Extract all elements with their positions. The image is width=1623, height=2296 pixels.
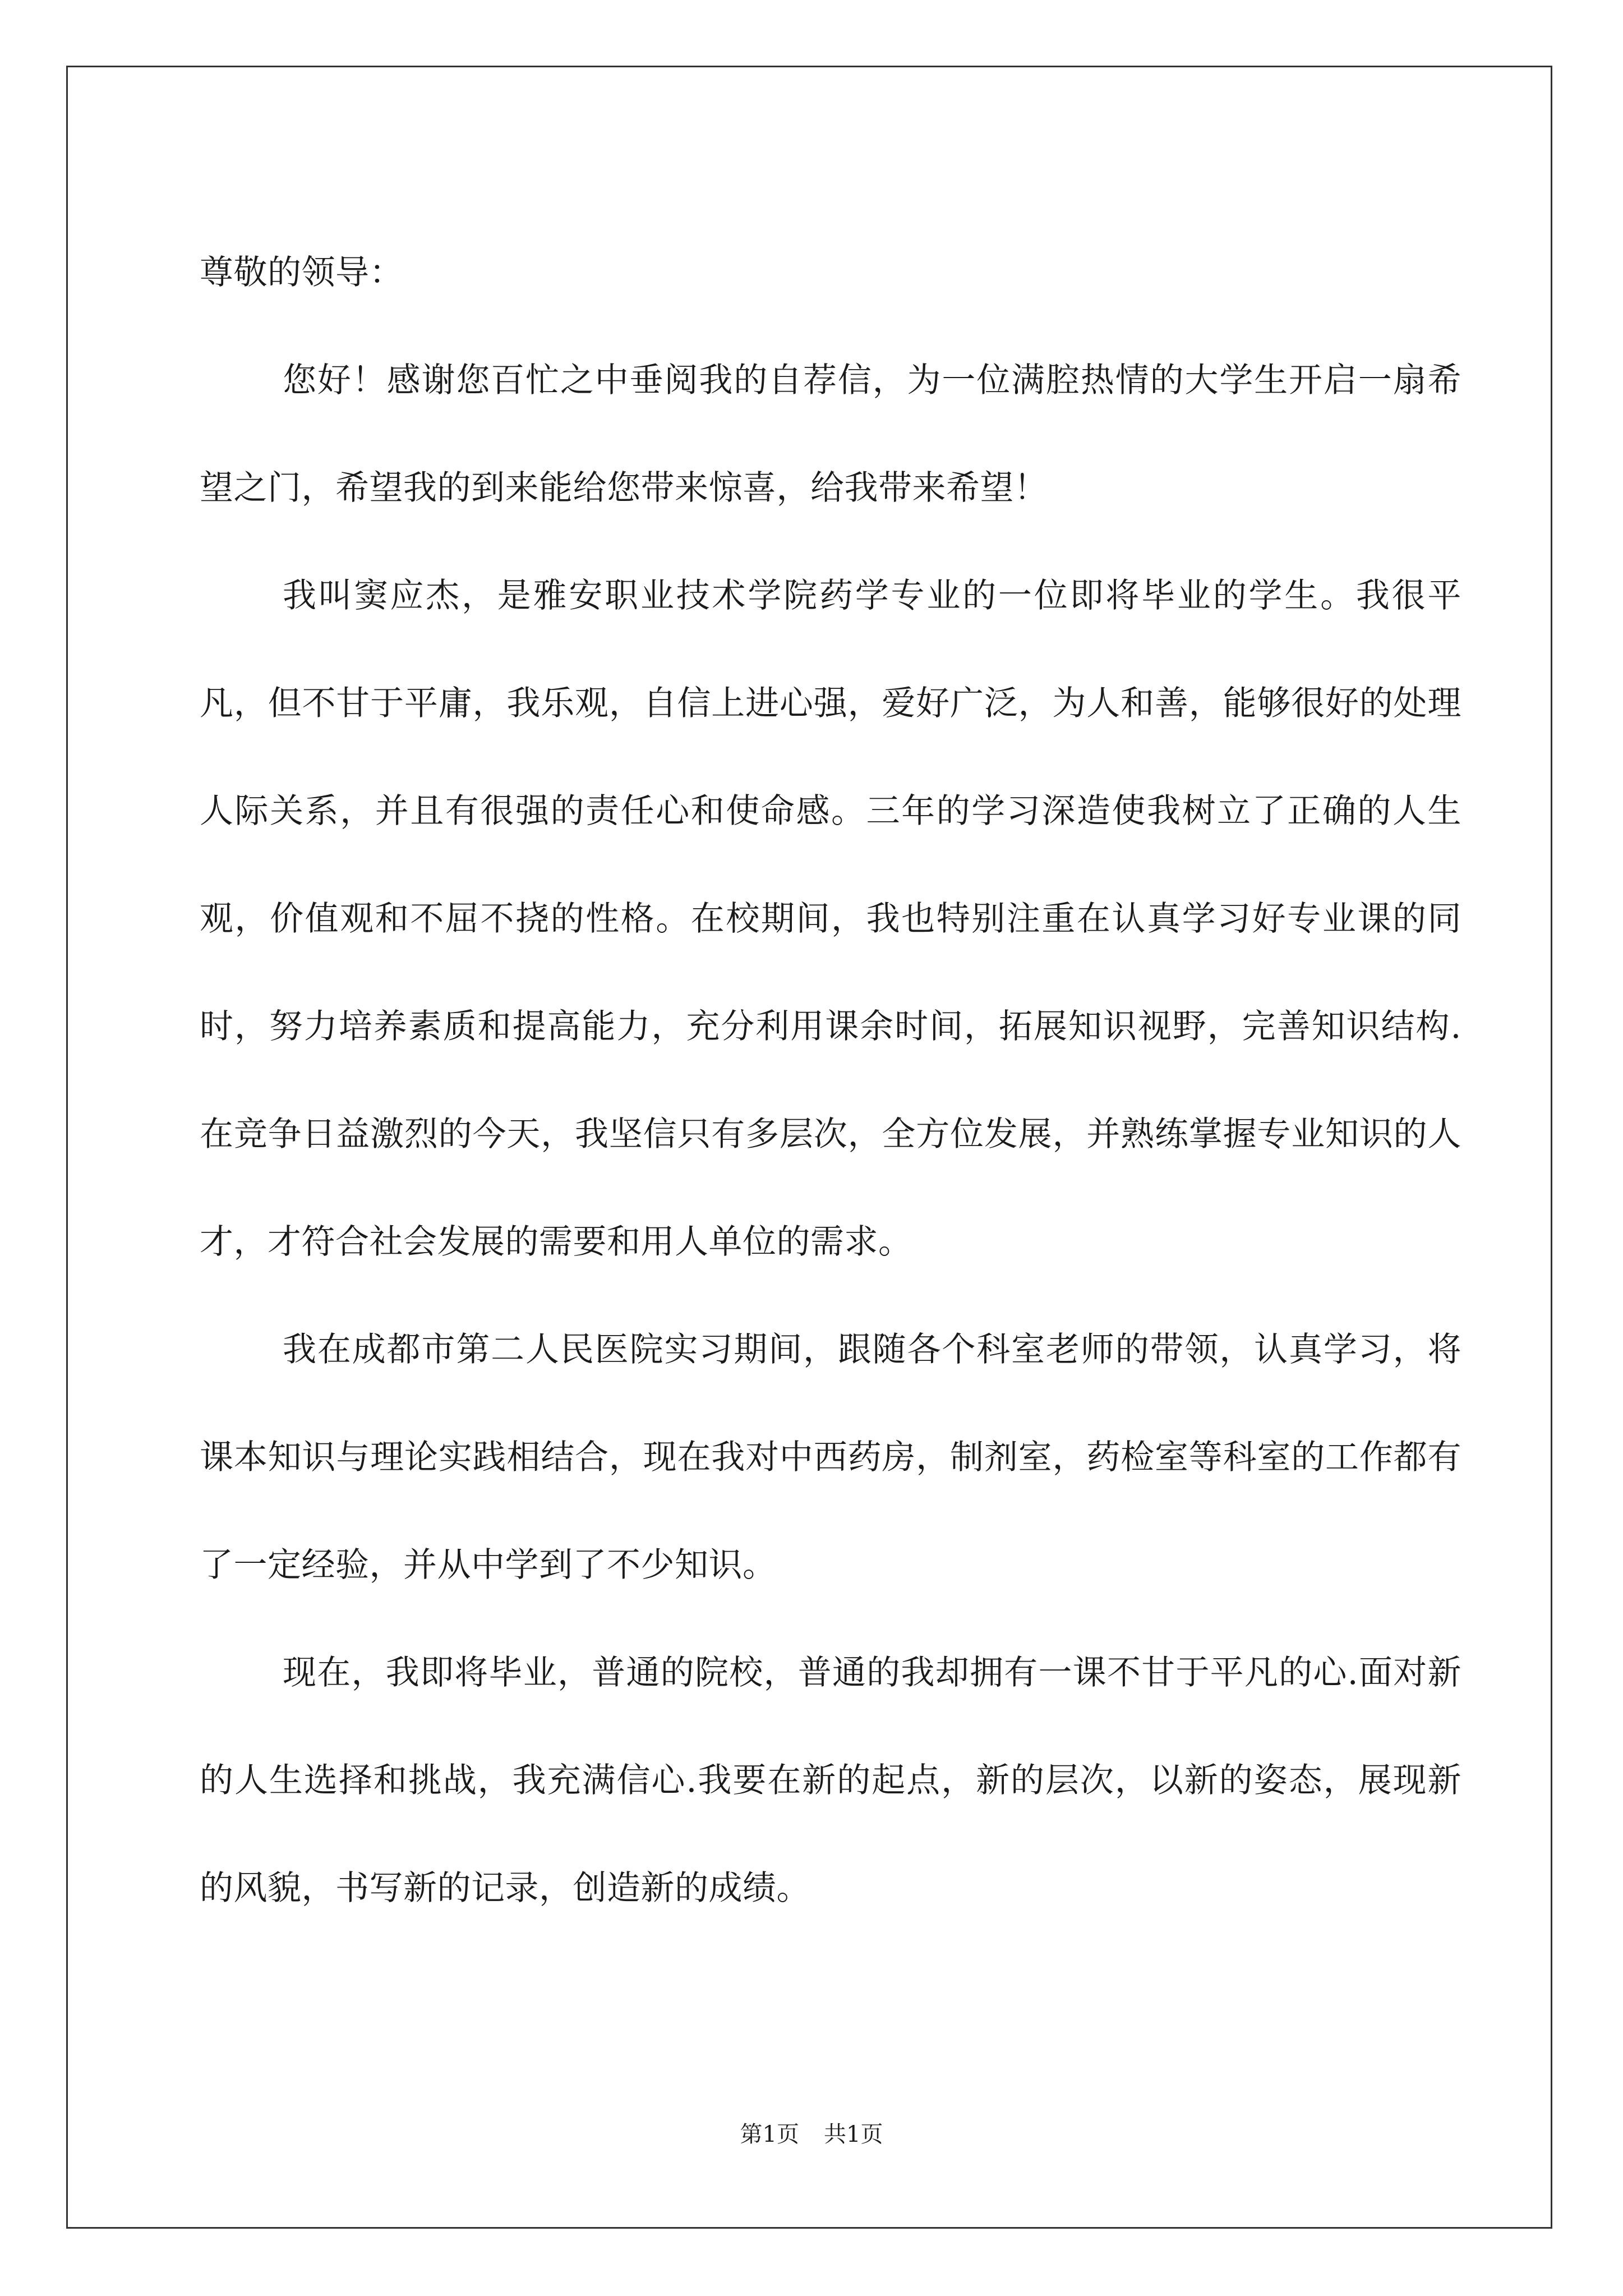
paragraph-closing: 现在，我即将毕业，普通的院校，普通的我却拥有一课不甘于平凡的心.面对新的人生选择和挑战，我充满信心.我要在新的起点，新的层次，以新的姿态，展现新的风貌，书写新的记录，创造新的成绩。: [200, 1653, 1461, 1908]
salutation: 尊敬的领导：: [200, 253, 403, 292]
page-number: 第1页: [740, 2122, 799, 2147]
letter-body: [200, 219, 1461, 1942]
page-footer: [0, 2120, 1623, 2148]
page-total: 共1页: [824, 2122, 883, 2147]
paragraph-greeting: 您好！感谢您百忙之中垂阅我的自荐信，为一位满腔热情的大学生开启一扇希望之门，希望我的到来能给您带来惊喜，给我带来希望！: [200, 361, 1461, 508]
paragraph-introduction: 我叫窦应杰，是雅安职业技术学院药学专业的一位即将毕业的学生。我很平凡，但不甘于平庸，我乐观，自信上进心强，爱好广泛，为人和善，能够很好的处理人际关系，并且有很强的责任心和使命感。三年的学习深造使我树立了正确的人生观，价值观和不屈不挠的性格。在校期间，我也特别注重在认真学习好专业课的同时，努力培养素质和提高能力，充分利用课余时间，拓展知识视野，完善知识结构.在竞争日益激烈的今天，我坚信只有多层次，全方位发展，并熟练掌握专业知识的人才，才符合社会发展的需要和用人单位的需求。: [200, 576, 1461, 1262]
paragraph-internship: 我在成都市第二人民医院实习期间，跟随各个科室老师的带领，认真学习，将课本知识与理论实践相结合，现在我对中西药房，制剂室，药检室等科室的工作都有了一定经验，并从中学到了不少知识。: [200, 1330, 1461, 1585]
